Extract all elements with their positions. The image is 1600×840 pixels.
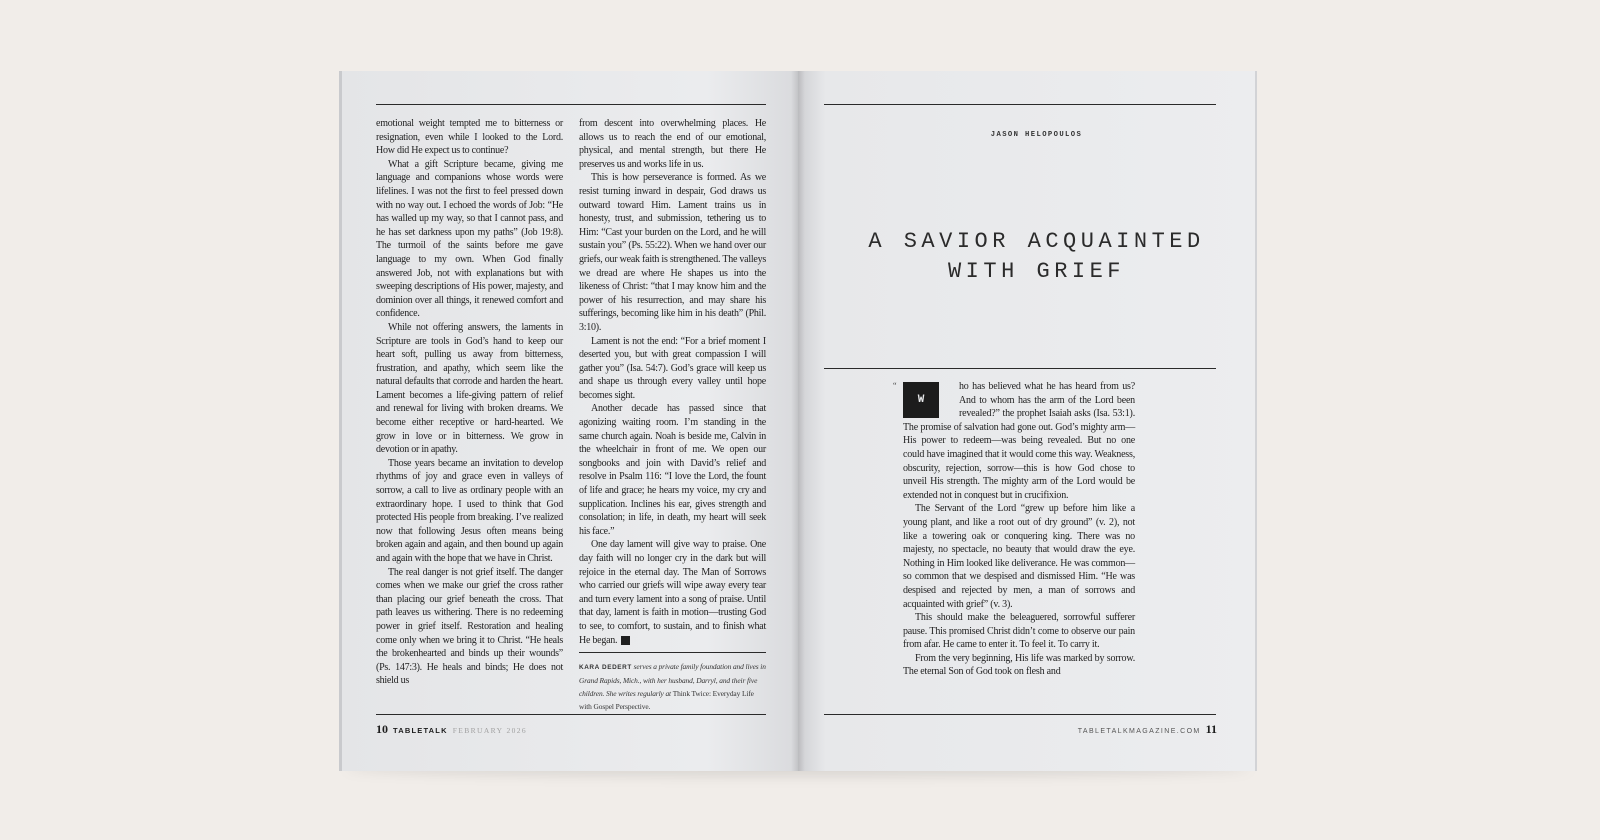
bio-text: serves a private family foundation and lives in Grand Rapids, Mich., with her husband, Darryl, and their five children. She writes regularly at (579, 662, 766, 698)
left-page (339, 71, 798, 771)
magazine-website: TABLETALKMAGAZINE.COM (1077, 728, 1201, 735)
paragraph: The real danger is not grief itself. The danger comes when we make our grief the cross rather than placing our grief beneath the cross. That path leaves us withering. There is no redeeming power in grief itself. Restoration and healing come only when we bring it to Christ. “He heals the brokenhearted and binds up their wounds” (Ps. 147:3). He heals and binds; He does not shield us (376, 566, 563, 687)
paragraph: Lament is not the end: “For a brief moment I deserted you, but with great compassion I will gather you” (Isa. 54:7). God’s grace will keep us and shape us through every valley until hope becomes sight. (579, 335, 766, 401)
author-bio (579, 660, 766, 713)
magazine-name: TABLETALK (393, 726, 448, 735)
paragraph: Another decade has passed since that agonizing waiting room. I’m standing in the same church again. Noah is beside me, Calvin in the wheelchair in front of me. We open our songbooks and join with David’s relief and resolve in Psalm 116: “I love the Lord, the fount of life and grace; he hears my voice, my cry and supplication. Inclines his ear, gives strength and consolation; in life, in death, my heart will seek his face.” (579, 403, 766, 537)
paragraph: This is how perseverance is formed. As we resist turning inward in despair, God draws us outward toward Him. Lament trains us in honesty, trust, and submission, tethering us to Him: “Cast your burden on the Lord, and he will sustain you” (Ps. 55:22). When we hand over our griefs, our weak faith is strengthened. The valleys we dread are where He shapes us into the likeness of Christ: “that I may know him and the power of his resurrection, and may share his sufferings, becoming like him in his death” (Phil. 3:10). (579, 172, 766, 333)
left-column-1 (376, 117, 563, 688)
right-page (798, 71, 1257, 771)
bottom-rule (376, 714, 766, 715)
folio-left (376, 722, 527, 737)
page-gutter (791, 71, 805, 771)
paragraph (579, 538, 766, 647)
bio-author-name: KARA DEDERT (579, 664, 632, 671)
bio-blog-name: Think Twice: Everyday Life with Gospel Perspective. (579, 689, 754, 711)
title-line: A SAVIOR ACQUAINTED (868, 229, 1205, 254)
paragraph: emotional weight tempted me to bitterness or resignation, even while I looked to the Lord. How did He expect us to continue? (376, 118, 563, 157)
article-body (903, 380, 1135, 679)
section-rule (824, 368, 1216, 369)
paragraph: What a gift Scripture became, giving me language and companions whose words were lifelines. I was not the first to feel pressed down with no way out. I echoed the words of Job: “He has walled up my way, so that I cannot pass, and he has set darkness upon my paths” (Job 19:8). The turmoil of the saints before me gave language to my own. When God finally answered Job, not with explanations but with sweeping descriptions of His power, majesty, and dominion over all things, it renewed comfort and confidence. (376, 158, 563, 320)
paragraph: This should make the beleaguered, sorrowful sufferer pause. This promised Christ didn’t come to observe our pain from afar. He came to enter it. To feel it. To carry it. (903, 612, 1135, 651)
drop-cap: W (903, 382, 939, 418)
paragraph: From the very beginning, His life was marked by sorrow. The eternal Son of God took on flesh and (903, 652, 1135, 678)
paragraph (903, 380, 1135, 502)
paragraph: The Servant of the Lord “grew up before him like a young plant, and like a root out of dry ground” (v. 2), not like a towering oak or conquering king. There was no majesty, no spectacle, no beauty that would draw the eye. Nothing in Him looked like deliverance. He was common—so common that we despised and dismissed Him. “He was despised and rejected by men, a man of sorrows and acquainted with grief” (v. 3). (903, 503, 1135, 610)
article-title (818, 227, 1255, 287)
magazine-spread (339, 71, 1257, 771)
top-rule (376, 104, 766, 105)
paragraph: While not offering answers, the laments in Scripture are tools in God’s hand to keep our heart soft, pulling us away from bitterness, frustration, and apathy, which seem like the natural defaults that corrode and harden the heart. Lament becomes a life-giving pattern of relief and renewal for living with broken dreams. We become either receptive or hard-hearted. We grow in love or in bitterness. We grow in devotion or in apathy. (376, 321, 563, 456)
page-number: 10 (376, 722, 388, 736)
paragraph-text: One day lament will give way to praise. One day faith will no longer cry in the dark but will rejoice in the eternal day. The Man of Sorrows who carried our griefs will wipe away every tear and turn every lament into a song of praise. Until that day, lament is faith in motion—trusting God to see, to comfort, to sustain, and to finish what He began. (579, 539, 766, 646)
opening-quote-mark: “ (893, 381, 897, 390)
paragraph: Those years became an invitation to develop rhythms of joy and grace even in valleys of sorrow, a call to live as ordinary people with an extraordinary hope. I used to think that God protected His people from breaking. I’ve realized now that following Jesus often means being broken again and again, and then bound up again and again with the hope that we have in Christ. (376, 457, 563, 564)
bottom-rule (824, 714, 1216, 715)
folio-right (1078, 722, 1217, 737)
article-author: JASON HELOPOULOS (990, 131, 1083, 139)
paragraph: from descent into overwhelming places. He allows us to reach the end of our emotional, physical, and mental strength, but there He preserves us and works life in us. (579, 118, 766, 170)
bio-rule (579, 652, 766, 653)
issue-date: FEBRUARY 2026 (452, 726, 528, 735)
left-column-2 (579, 117, 766, 647)
paragraph-text: ho has believed what he has heard from us? And to whom has the arm of the Lord been revealed?” the prophet Isaiah asks (Isa. 53:1). The promise of salvation had gone out. God’s mighty arm—His power to redeem—was being revealed. But no one could have imagined that it would come this way. Weakness, obscurity, rejection, sorrow—this is how God chose to unveil His strength. The mighty arm of the Lord would be extended not in conquest but in crucifixion. (903, 381, 1135, 501)
end-mark-icon: T (621, 636, 630, 645)
top-rule (824, 104, 1216, 105)
page-number: 11 (1205, 722, 1217, 736)
title-line: WITH GRIEF (947, 259, 1126, 284)
